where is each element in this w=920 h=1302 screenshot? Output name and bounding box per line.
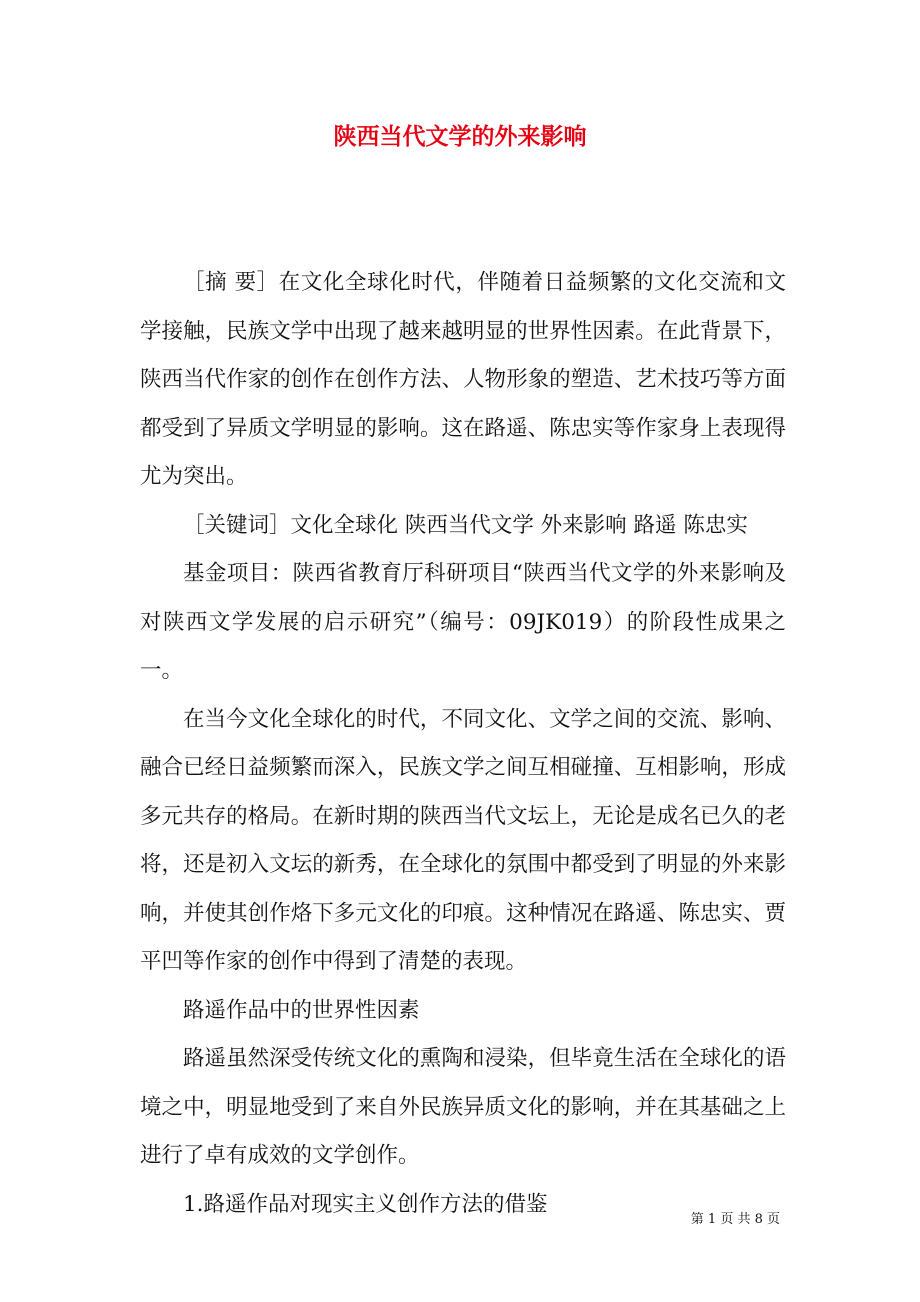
document-title: 陕西当代文学的外来影响 (333, 123, 587, 150)
section-heading: 路遥作品中的世界性因素 (183, 997, 420, 1023)
subsection-heading: 1.路遥作品对现实主义创作方法的借鉴 (183, 1191, 548, 1217)
fund-paragraph: 基金项目：陕西省教育厅科研项目“陕西当代文学的外来影响及对陕西文学发展的启示研究”（编号：09JK019）的阶段性成果之一。 (140, 561, 786, 683)
section-paragraph: 路遥虽然深受传统文化的熏陶和浸染，但毕竟生活在全球化的语境之中，明显地受到了来自外民族异质文化的影响，并在其基础之上进行了卓有成效的文学创作。 (140, 1046, 786, 1168)
page-number: 第 1 页 共 8 页 (690, 1212, 780, 1227)
document-body (140, 259, 786, 1229)
intro-paragraph: 在当今文化全球化的时代，不同文化、文学之间的交流、影响、融合已经日益频繁而深入，民族文学之间互相碰撞、互相影响，形成多元共存的格局。在新时期的陕西当代文坛上，无论是成名已久的老将，还是初入文坛的新秀，在全球化的氛围中都受到了明显的外来影响，并使其创作烙下多元文化的印痕。这种情况在路遥、陈忠实、贾平凹等作家的创作中得到了清楚的表现。 (140, 706, 786, 974)
abstract-paragraph: ［摘 要］在文化全球化时代，伴随着日益频繁的文化交流和文学接触，民族文学中出现了越来越明显的世界性因素。在此背景下，陕西当代作家的创作在创作方法、人物形象的塑造、艺术技巧等方面都受到了异质文学明显的影响。这在路遥、陈忠实等作家身上表现得尤为突出。 (140, 270, 786, 489)
keywords-paragraph: ［关键词］文化全球化 陕西当代文学 外来影响 路遥 陈忠实 (183, 512, 748, 538)
